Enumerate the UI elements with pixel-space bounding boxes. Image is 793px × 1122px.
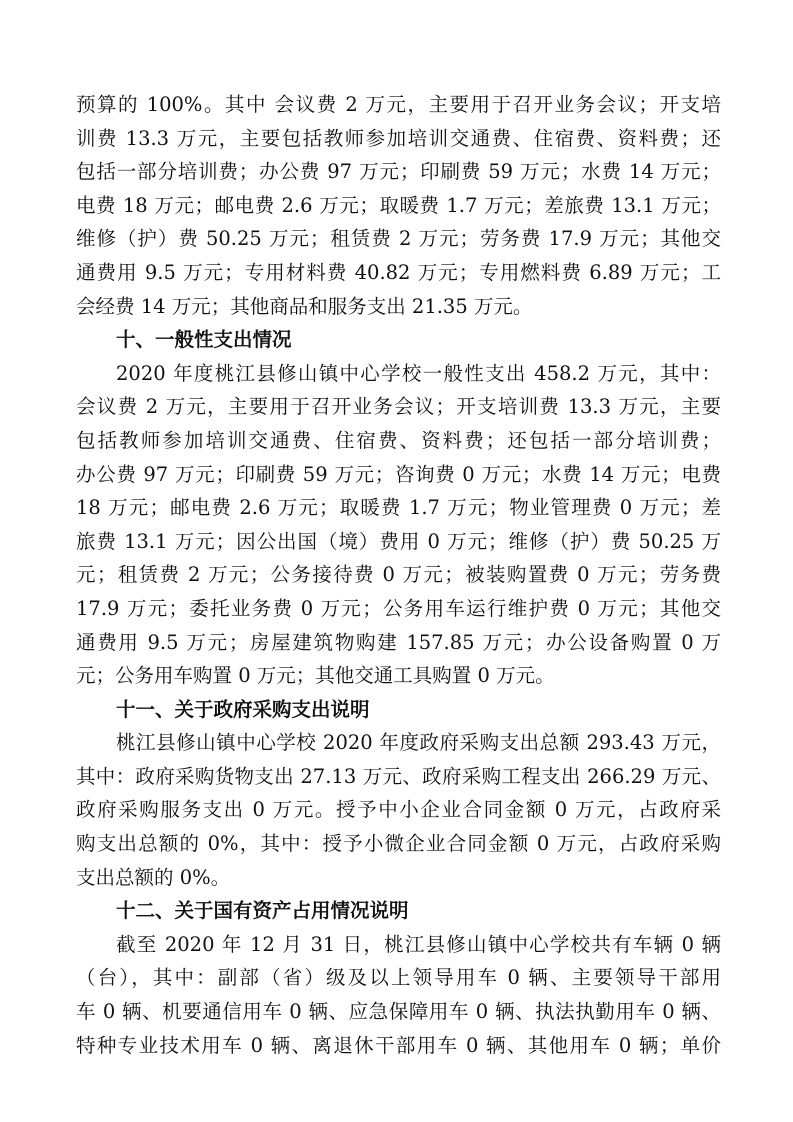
text-line: 维修（护）费 50.25 万元；租赁费 2 万元；劳务费 17.9 万元；其他交 <box>76 227 721 251</box>
section-heading: 十、一般性支出情况 <box>116 328 292 352</box>
text-line: 元；租赁费 2 万元；公务接待费 0 万元；被装购置费 0 万元；劳务费 <box>76 563 721 587</box>
paragraph <box>76 357 721 693</box>
text-line: 桃江县修山镇中心学校 2020 年度政府采购支出总额 293.43 万元， <box>116 731 721 755</box>
text-line: 购支出总额的 0%，其中：授予小微企业合同金额 0 万元，占政府采购 <box>76 832 721 856</box>
text-line: 旅费 13.1 万元；因公出国（境）费用 0 万元；维修（护）费 50.25 万 <box>76 529 721 553</box>
paragraph <box>76 88 721 323</box>
text-line: 通费用 9.5 万元；专用材料费 40.82 万元；专用燃料费 6.89 万元；工 <box>76 260 721 284</box>
text-line: 通费用 9.5 万元；房屋建筑物购建 157.85 万元；办公设备购置 0 万 <box>76 630 721 654</box>
paragraph <box>76 928 721 1062</box>
text-line: 支出总额的 0%。 <box>76 865 231 889</box>
text-line: （台），其中：副部（省）级及以上领导用车 0 辆、主要领导干部用 <box>76 966 721 990</box>
text-line: 会经费 14 万元；其他商品和服务支出 21.35 万元。 <box>76 294 533 318</box>
text-line: 18 万元；邮电费 2.6 万元；取暖费 1.7 万元；物业管理费 0 万元；差 <box>76 496 721 520</box>
text-line: 包括一部分培训费；办公费 97 万元；印刷费 59 万元；水费 14 万元； <box>76 160 721 184</box>
text-line: 17.9 万元；委托业务费 0 万元；公务用车运行维护费 0 万元；其他交 <box>76 596 721 620</box>
text-line: 训费 13.3 万元，主要包括教师参加培训交通费、住宿费、资料费；还 <box>76 126 721 150</box>
text-line: 包括教师参加培训交通费、住宿费、资料费；还包括一部分培训费； <box>76 428 721 452</box>
section-heading: 十一、关于政府采购支出说明 <box>116 697 370 721</box>
text-line: 预算的 100%。其中 会议费 2 万元，主要用于召开业务会议；开支培 <box>76 93 721 116</box>
section-heading: 十二、关于国有资产占用情况说明 <box>116 899 409 923</box>
text-line: 其中：政府采购货物支出 27.13 万元、政府采购工程支出 266.29 万元、 <box>76 764 721 788</box>
text-line: 元；公务用车购置 0 万元；其他交通工具购置 0 万元。 <box>76 664 555 688</box>
text-line: 办公费 97 万元；印刷费 59 万元；咨询费 0 万元；水费 14 万元；电费 <box>76 462 721 486</box>
text-line: 电费 18 万元；邮电费 2.6 万元；取暖费 1.7 万元；差旅费 13.1 万元； <box>76 193 721 217</box>
text-line: 车 0 辆、机要通信用车 0 辆、应急保障用车 0 辆、执法执勤用车 0 辆、 <box>76 1000 721 1024</box>
text-line: 政府采购服务支出 0 万元。授予中小企业合同金额 0 万元，占政府采 <box>76 798 721 822</box>
document-page <box>76 88 721 1062</box>
paragraph <box>76 726 721 894</box>
text-line: 会议费 2 万元，主要用于召开业务会议；开支培训费 13.3 万元，主要 <box>76 395 721 419</box>
text-line: 特种专业技术用车 0 辆、离退休干部用车 0 辆、其他用车 0 辆；单价 <box>76 1033 721 1057</box>
text-line: 截至 2020 年 12 月 31 日，桃江县修山镇中心学校共有车辆 0 辆 <box>116 932 721 956</box>
text-line: 2020 年度桃江县修山镇中心学校一般性支出 458.2 万元，其中： <box>116 361 721 385</box>
